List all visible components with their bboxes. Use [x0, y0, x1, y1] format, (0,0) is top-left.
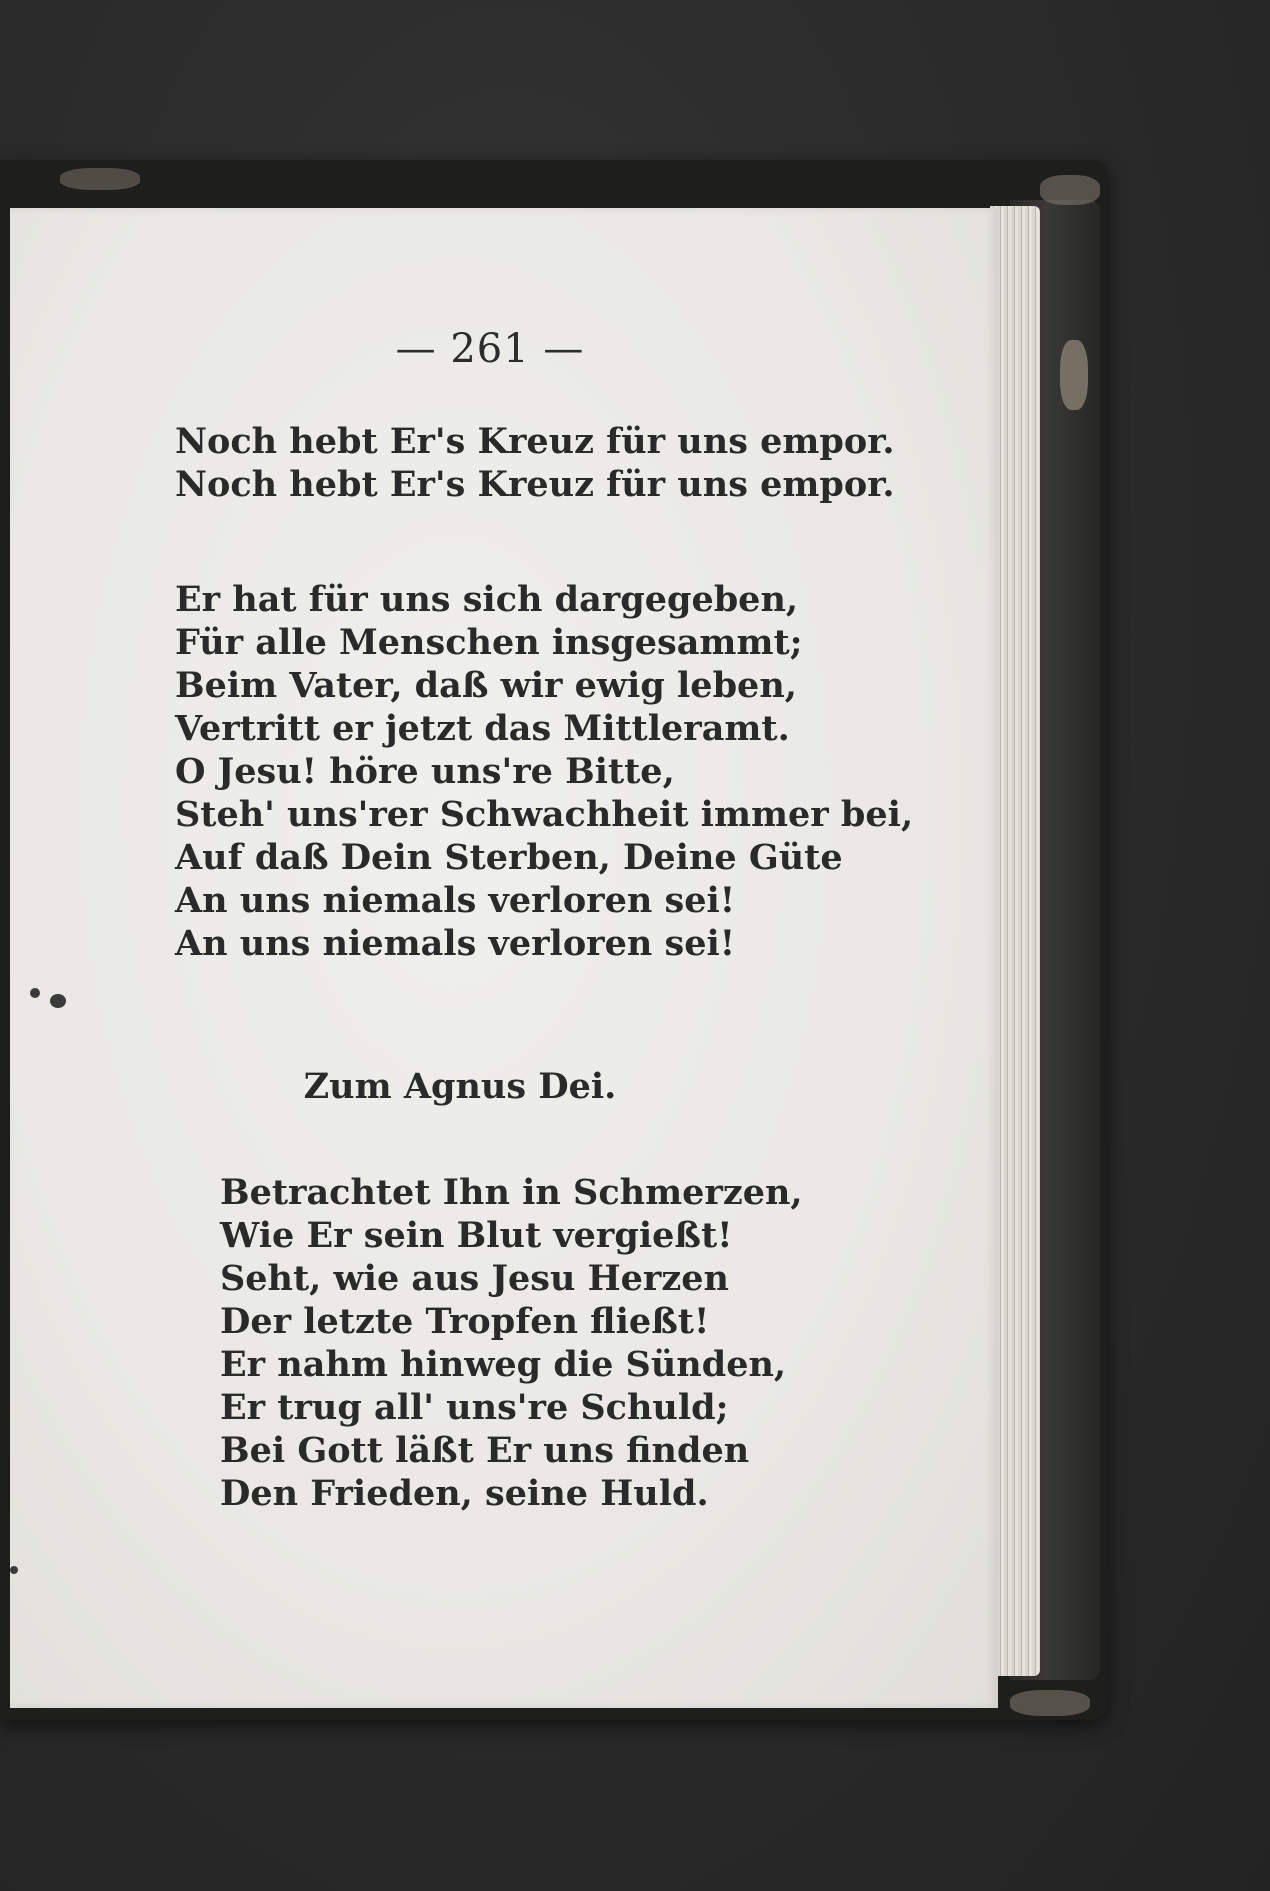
ink-speck	[10, 1566, 18, 1574]
verse-line: Der letzte Tropfen fließt!	[220, 1301, 710, 1342]
verse-line: O Jesu! höre uns're Bitte,	[175, 751, 675, 792]
verse-line: Noch hebt Er's Kreuz für uns empor.	[175, 421, 895, 462]
verse-line: Steh' uns'rer Schwachheit immer bei,	[175, 794, 914, 835]
ink-speck	[30, 988, 40, 998]
cover-wear-mark	[1040, 175, 1100, 205]
verse-line: Wie Er sein Blut vergießt!	[220, 1215, 733, 1256]
stanza-3	[220, 1171, 803, 1515]
verse-line: Betrachtet Ihn in Schmerzen,	[220, 1172, 803, 1213]
verse-line: Auf daß Dein Sterben, Deine Güte	[175, 837, 843, 878]
verse-line: Er hat für uns sich dargegeben,	[175, 579, 799, 620]
ink-speck	[50, 994, 66, 1008]
stanza-1	[175, 420, 895, 506]
book-page	[10, 208, 998, 1708]
verse-line: Seht, wie aus Jesu Herzen	[220, 1258, 729, 1299]
verse-line: Vertritt er jetzt das Mittleramt.	[175, 708, 790, 749]
cover-wear-mark	[1060, 340, 1088, 410]
verse-line: An uns niemals verloren sei!	[175, 923, 736, 964]
cover-wear-mark	[1010, 1690, 1090, 1716]
page-number: — 261 —	[395, 326, 585, 372]
stanza-2	[175, 578, 913, 965]
verse-line: An uns niemals verloren sei!	[175, 880, 736, 921]
verse-line: Den Frieden, seine Huld.	[220, 1473, 709, 1514]
verse-line: Er trug all' uns're Schuld;	[220, 1387, 729, 1428]
section-heading: Zum Agnus Dei.	[303, 1066, 617, 1107]
verse-line: Für alle Menschen insgesammt;	[175, 622, 803, 663]
cover-wear-mark	[60, 168, 140, 190]
verse-line: Beim Vater, daß wir ewig leben,	[175, 665, 797, 706]
verse-line: Er nahm hinweg die Sünden,	[220, 1344, 787, 1385]
verse-line: Bei Gott läßt Er uns finden	[220, 1430, 750, 1471]
verse-line: Noch hebt Er's Kreuz für uns empor.	[175, 464, 895, 505]
